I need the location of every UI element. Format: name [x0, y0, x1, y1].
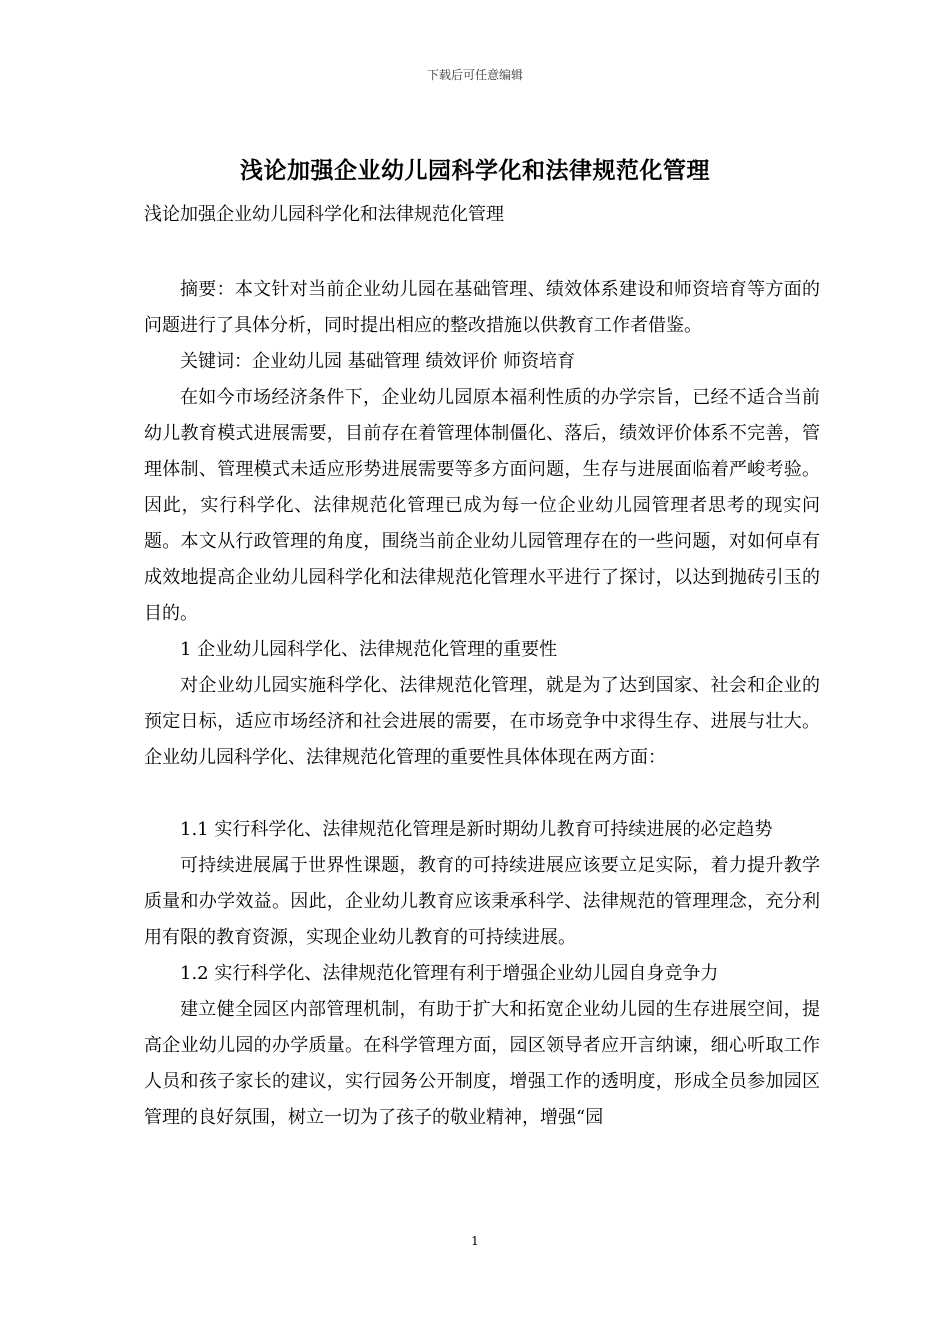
- document-title: 浅论加强企业幼儿园科学化和法律规范化管理: [240, 158, 710, 184]
- subsection-heading-1-1: 1.1 实行科学化、法律规范化管理是新时期幼儿教育可持续进展的必定趋势: [180, 819, 773, 840]
- keywords-paragraph: 关键词：企业幼儿园 基础管理 绩效评价 师资培育: [180, 351, 576, 372]
- intro-paragraph: 在如今市场经济条件下，企业幼儿园原本福利性质的办学宗旨，已经不适合当前幼儿教育模式进展需要，目前存在着管理体制僵化、落后，绩效评价体系不完善，管理体制、管理模式未适应形势进展需要等多方面问题，生存与进展面临着严峻考验。因此，实行科学化、法律规范化管理已成为每一位企业幼儿园管理者思考的现实问题。本文从行政管理的角度，围绕当前企业幼儿园管理存在的一些问题，对如何卓有成效地提高企业幼儿园科学化和法律规范化管理水平进行了探讨，以达到抛砖引玉的目的。: [144, 387, 820, 624]
- section-1-paragraph: 对企业幼儿园实施科学化、法律规范化管理，就是为了达到国家、社会和企业的预定日标，适应市场经济和社会进展的需要，在市场竞争中求得生存、进展与壮大。企业幼儿园科学化、法律规范化管理的重要性具体体现在两方面：: [144, 675, 820, 768]
- page-header-note: 下载后可任意编辑: [426, 68, 523, 82]
- subsection-1-1-paragraph: 可持续进展属于世界性课题，教育的可持续进展应该要立足实际，着力提升教学质量和办学效益。因此，企业幼儿教育应该秉承科学、法律规范的管理理念，充分利用有限的教育资源，实现企业幼儿教育的可持续进展。: [144, 855, 820, 948]
- document-body: [144, 272, 820, 1136]
- subsection-heading-1-2: 1.2 实行科学化、法律规范化管理有利于增强企业幼儿园自身竞争力: [180, 963, 719, 984]
- document-subtitle: 浅论加强企业幼儿园科学化和法律规范化管理: [144, 204, 504, 225]
- section-heading-1: 1 企业幼儿园科学化、法律规范化管理的重要性: [180, 639, 558, 660]
- page-number: 1: [471, 1234, 479, 1248]
- subsection-1-2-paragraph: 建立健全园区内部管理机制，有助于扩大和拓宽企业幼儿园的生存进展空间，提高企业幼儿园的办学质量。在科学管理方面，园区领导者应开言纳谏，细心听取工作人员和孩子家长的建议，实行园务公开制度，增强工作的透明度，形成全员参加园区管理的良好氛围，树立一切为了孩子的敬业精神，增强“园: [144, 999, 820, 1128]
- abstract-paragraph: 摘要：本文针对当前企业幼儿园在基础管理、绩效体系建设和师资培育等方面的问题进行了具体分析，同时提出相应的整改措施以供教育工作者借鉴。: [144, 279, 820, 336]
